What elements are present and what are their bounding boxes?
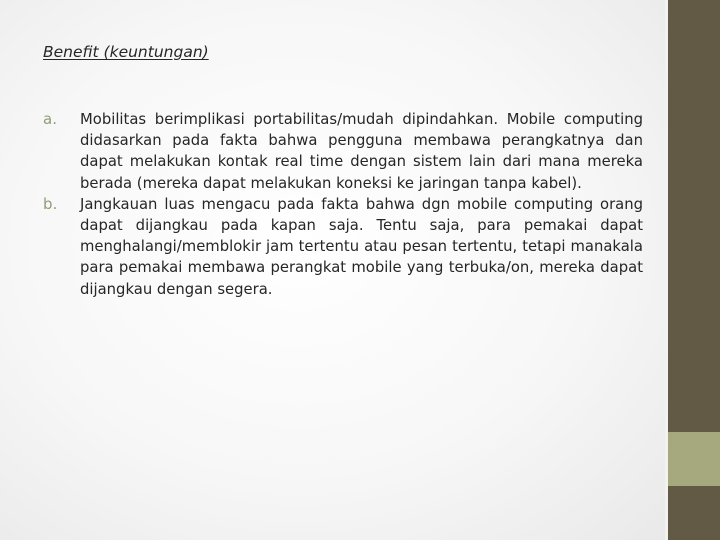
list-marker: b. — [43, 194, 58, 213]
decorative-side-accent — [668, 432, 720, 486]
list-item — [43, 109, 643, 194]
list-item-text: Mobilitas berimplikasi portabilitas/mudah dipindahkan. Mobile computing didasarkan pada fakta bahwa pengguna membawa perangkatnya dan dapat melakukan kontak real time dengan sistem lain dari mana mereka berada (mereka dapat melakukan koneksi ke jaringan tanpa kabel). — [80, 111, 643, 192]
list-item-text: Jangkauan luas mengacu pada fakta bahwa dgn mobile computing orang dapat dijangkau pada kapan saja. Tentu saja, para pemakai dapat menghalangi/memblokir jam tertentu atau pesan tertentu, tetapi manakala para pemakai membawa perangkat mobile yang terbuka/on, mereka dapat dijangkau dengan segera. — [80, 195, 643, 298]
benefit-list — [43, 109, 643, 300]
list-marker: a. — [43, 110, 57, 128]
slide-title: Benefit (keuntungan) — [43, 43, 209, 61]
list-item — [43, 194, 643, 300]
